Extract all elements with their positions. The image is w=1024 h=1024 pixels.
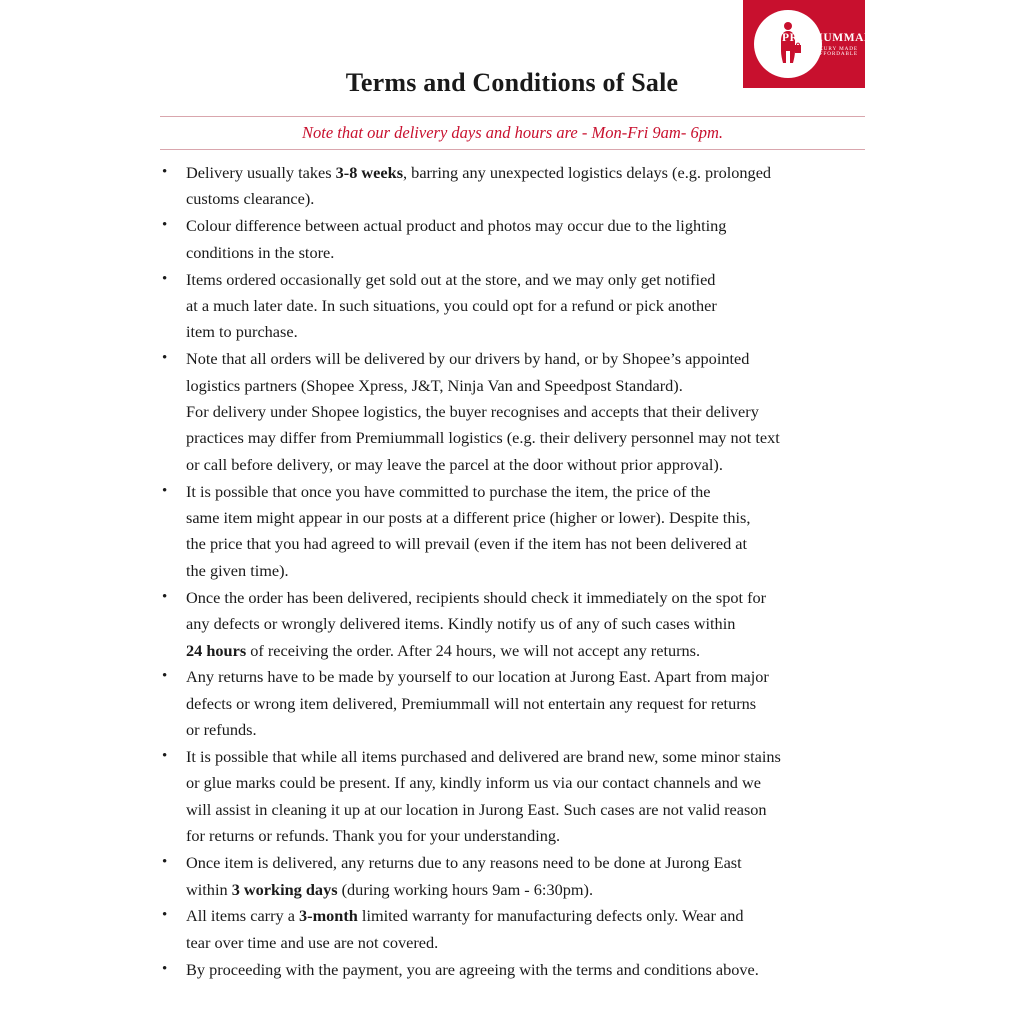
bullet-icon: • xyxy=(162,668,168,685)
terms-list-item xyxy=(150,664,890,743)
terms-line: Once item is delivered, any returns due to any reasons need to be done at Jurong East xyxy=(186,853,742,873)
notice-text: Note that our delivery days and hours are - Mon-Fri 9am- 6pm. xyxy=(302,123,723,142)
terms-list-item xyxy=(150,160,890,213)
page-title: Terms and Conditions of Sale xyxy=(345,68,679,97)
bullet-icon: • xyxy=(162,217,168,234)
delivery-hours-notice xyxy=(160,116,865,150)
terms-line: conditions in the store. xyxy=(186,242,335,262)
terms-line: Delivery usually takes 3-8 weeks, barring any unexpected logistics delays (e.g. prolonged xyxy=(186,163,772,182)
divider-top xyxy=(160,116,865,117)
logo-tagline: LUXURY MADE AFFORDABLE xyxy=(810,46,858,58)
bullet-icon: • xyxy=(162,164,168,180)
terms-list-item xyxy=(150,346,890,478)
terms-line: the price that you had agreed to will prevail (even if the item has not been delivered at xyxy=(186,534,748,554)
terms-line: within 3 working days (during working hours 9am - 6:30pm). xyxy=(186,879,594,899)
terms-line: customs clearance). xyxy=(186,189,315,209)
terms-line: any defects or wrongly delivered items. Kindly notify us of any of such cases within xyxy=(186,614,736,634)
terms-line: the given time). xyxy=(186,560,289,580)
bullet-icon: • xyxy=(162,907,168,924)
terms-list xyxy=(150,160,890,983)
terms-line: item to purchase. xyxy=(186,322,298,342)
terms-list-item xyxy=(150,850,890,903)
terms-line: Note that all orders will be delivered by our drivers by hand, or by Shopee’s appointed xyxy=(186,349,750,369)
terms-line: or glue marks could be present. If any, kindly inform us via our contact channels and we xyxy=(186,773,761,793)
terms-line: Colour difference between actual product and photos may occur due to the lighting xyxy=(186,216,727,236)
terms-line: will assist in cleaning it up at our location in Jurong East. Such cases are not valid reason xyxy=(186,799,767,819)
terms-list-item xyxy=(150,267,890,346)
terms-line: practices may differ from Premiummall logistics (e.g. their delivery personnel may not text xyxy=(186,428,780,448)
divider-bottom xyxy=(160,149,865,150)
terms-line: Any returns have to be made by yourself to our location at Jurong East. Apart from major xyxy=(186,667,769,687)
terms-line: 24 hours of receiving the order. After 24 hours, we will not accept any returns. xyxy=(186,640,701,660)
terms-line: By proceeding with the payment, you are agreeing with the terms and conditions above. xyxy=(186,959,759,979)
terms-content xyxy=(150,160,890,984)
bullet-icon: • xyxy=(162,748,168,765)
terms-list-item xyxy=(150,479,890,585)
terms-line: Items ordered occasionally get sold out at the store, and we may only get notified xyxy=(186,269,716,289)
terms-list-item xyxy=(150,903,890,956)
terms-list-item xyxy=(150,213,890,266)
logo-wordmark: PREMIUMMALL xyxy=(782,32,881,44)
terms-line: logistics partners (Shopee Xpress, J&T, Ninja Van and Speedpost Standard). xyxy=(186,375,683,395)
terms-line: It is possible that once you have committed to purchase the item, the price of the xyxy=(186,481,711,501)
bullet-icon: • xyxy=(162,588,168,605)
terms-line: or refunds. xyxy=(186,720,257,740)
terms-list-item xyxy=(150,585,890,664)
terms-list-item xyxy=(150,957,890,983)
bullet-icon: • xyxy=(162,350,168,367)
terms-line: at a much later date. In such situations, you could opt for a refund or pick another xyxy=(186,295,717,315)
bullet-icon: • xyxy=(162,270,168,287)
terms-line: same item might appear in our posts at a different price (higher or lower). Despite this, xyxy=(186,508,751,528)
terms-line: Once the order has been delivered, recipients should check it immediately on the spot for xyxy=(186,587,767,607)
terms-list-item xyxy=(150,744,890,850)
terms-line: tear over time and use are not covered. xyxy=(186,932,439,952)
bullet-icon: • xyxy=(162,960,168,977)
terms-line: defects or wrong item delivered, Premiummall will not entertain any request for returns xyxy=(186,693,757,713)
bullet-icon: • xyxy=(162,482,168,499)
terms-line: It is possible that while all items purchased and delivered are brand new, some minor stains xyxy=(186,747,781,767)
terms-line: For delivery under Shopee logistics, the buyer recognises and accepts that their delivery xyxy=(186,402,759,422)
terms-line: All items carry a 3-month limited warranty for manufacturing defects only. Wear and xyxy=(186,906,744,926)
terms-line: or call before delivery, or may leave the parcel at the door without prior approval). xyxy=(186,454,723,474)
bullet-icon: • xyxy=(162,854,168,871)
terms-line: for returns or refunds. Thank you for your understanding. xyxy=(186,826,561,846)
